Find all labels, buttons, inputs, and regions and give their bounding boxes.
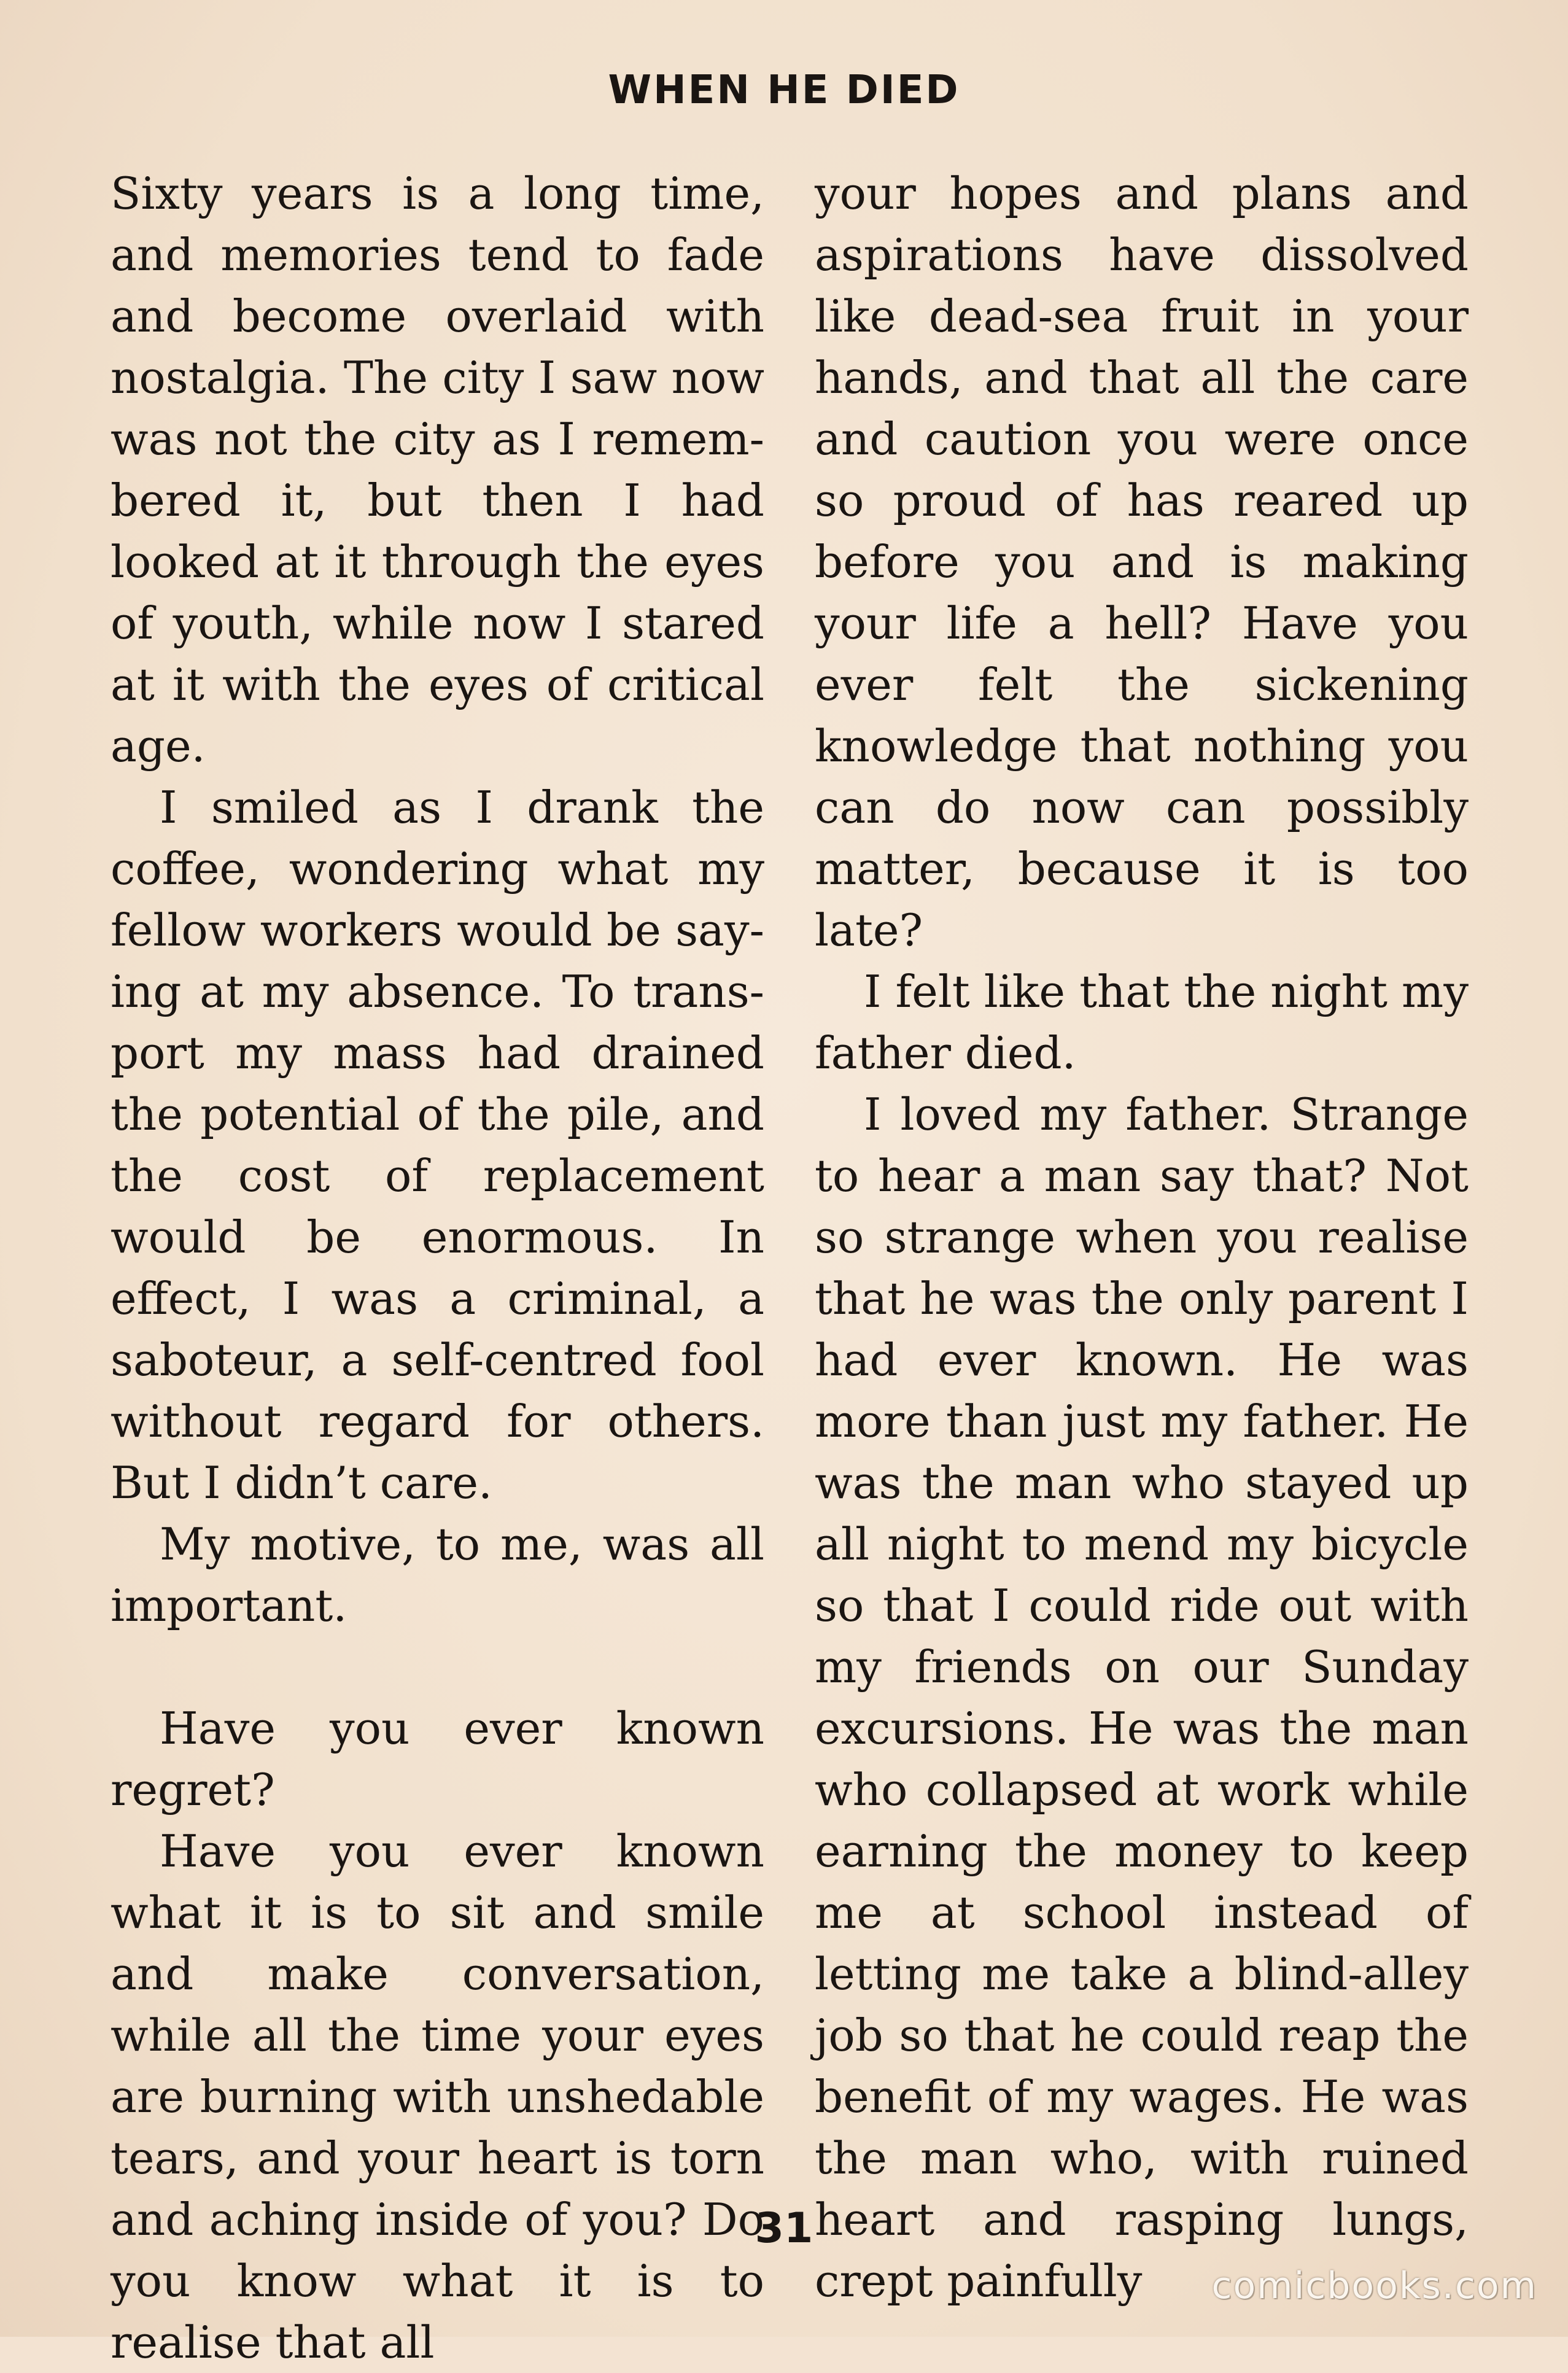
left-column <box>111 163 764 2373</box>
section-break <box>111 1636 764 1698</box>
page-number: 31 <box>755 2204 813 2253</box>
paragraph: I loved my father. Strange to hear a man say that? Not so strange when you realise that he was the only parent I had ever known. He was more than just my father. He was the man who stayed up all night to mend my bicycle so that I could ride out with my friends on our Sunday excursions. He was the man who collapsed at work while earning the money to keep me at school instead of letting me take a blind-alley job so that he could reap the benefit of my wages. He was the man who, with ruined heart and rasping lungs, crept painfully <box>815 1089 1469 2307</box>
running-header: WHEN HE DIED <box>608 68 960 113</box>
watermark: comicbooks.com <box>1211 2264 1537 2307</box>
paragraph: My motive, to me, was all important. <box>111 1518 764 1631</box>
paragraph: I smiled as I drank the coffee, wondering what my fellow workers would be saying at my absence. To transport my mass had drained the potential of the pile, and the cost of replacement would be enormous. In effect, I was a criminal, a saboteur, a self-centred fool without regard for others. But I didn’t care. <box>111 782 764 1509</box>
paragraph: Sixty years is a long time, and memories tend to fade and become overlaid with nostalgia. The city I saw now was not the city as I remembered it, but then I had looked at it through the eyes of youth, while now I stared at it with the eyes of critical age. <box>111 168 764 772</box>
paragraph: your hopes and plans and aspirations have dissolved like dead-sea fruit in your hands, and that all the care and caution you were once so proud of has reared up before you and is making your life a hell? Have you ever felt the sickening knowledge that nothing you can do now can possibly matter, because it is too late? <box>815 168 1469 956</box>
paragraph: Have you ever known regret? <box>111 1703 764 1816</box>
paragraph: Have you ever known what it is to sit and smile and make conversation, while all the time your eyes are burning with unshedable tears, and your heart is torn and aching inside of you? Do you know what it is to realise that all <box>111 1825 764 2368</box>
paragraph: I felt like that the night my father died. <box>815 966 1469 1079</box>
right-column <box>815 163 1469 2312</box>
